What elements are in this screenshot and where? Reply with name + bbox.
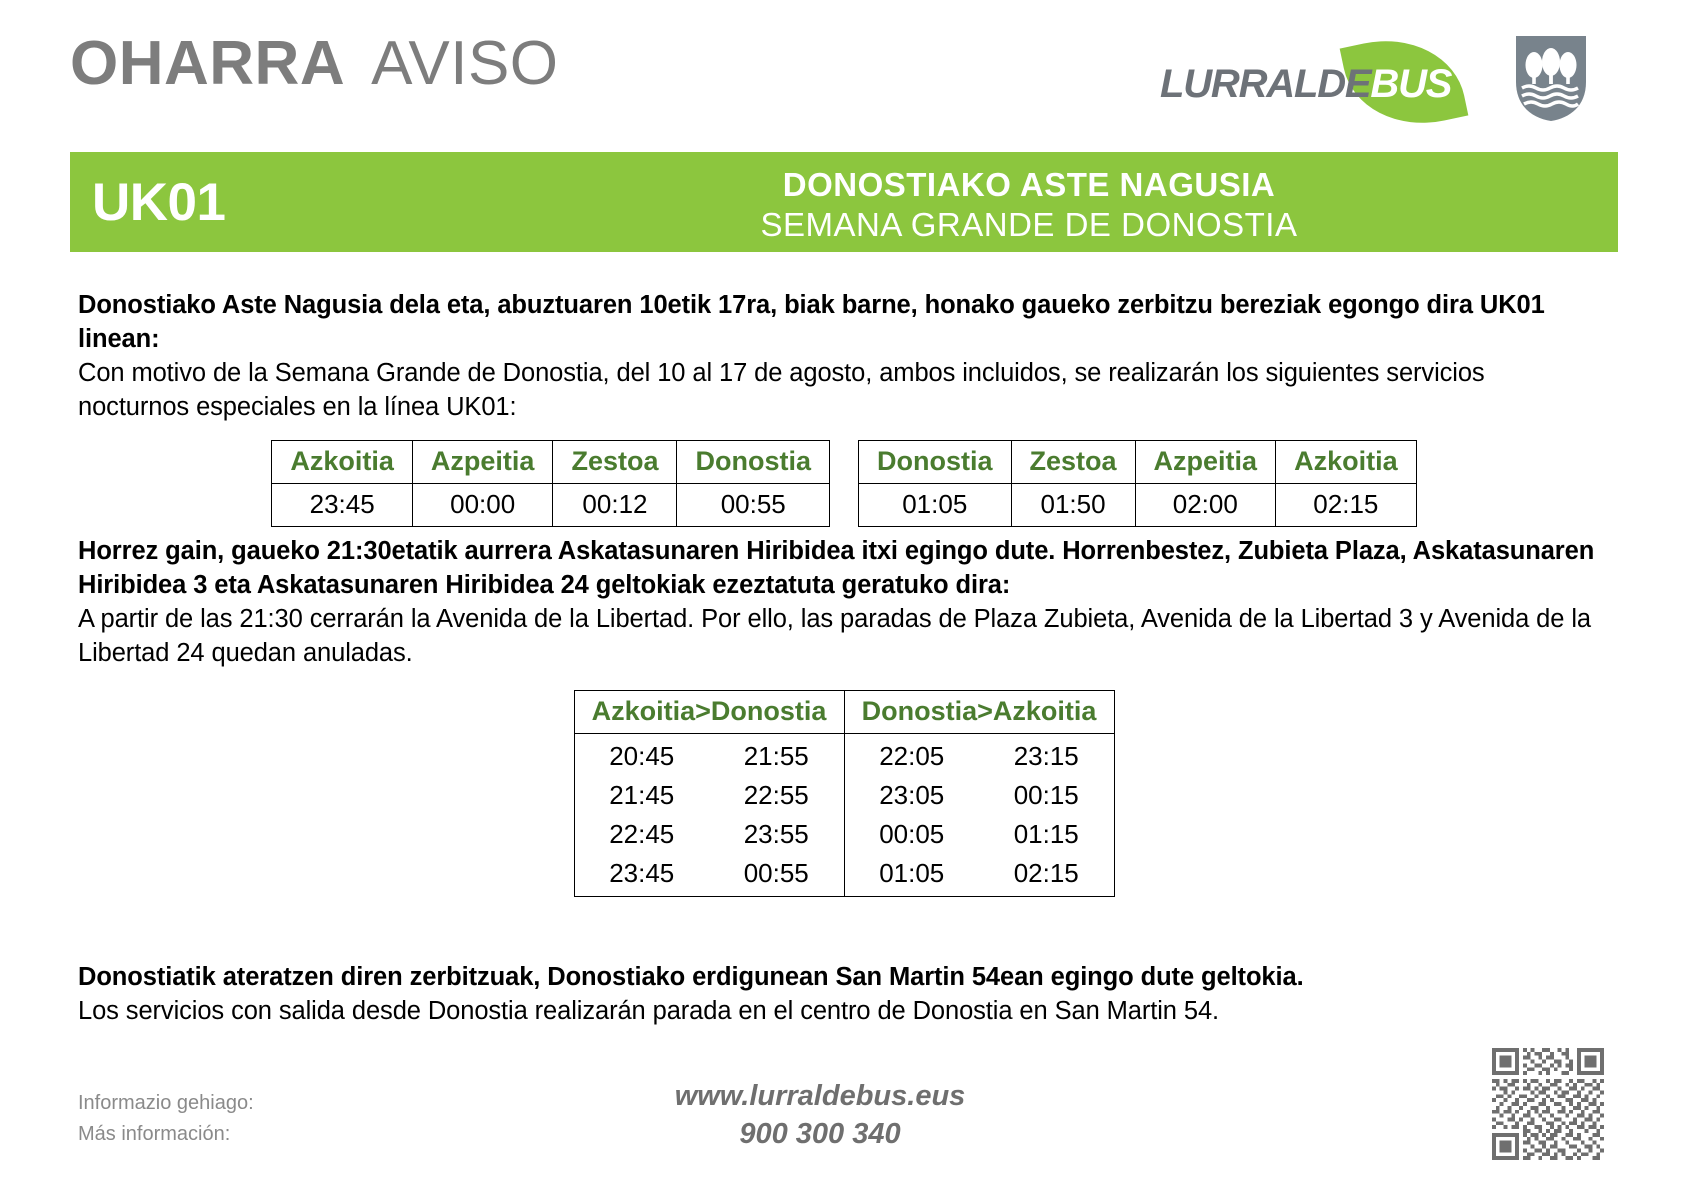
line-code-badge: UK01: [92, 173, 226, 232]
timetable-inbound: [858, 440, 1417, 527]
col-header-donostia-azkoitia: Donostia>Azkoitia: [844, 691, 1114, 734]
table-header-row: [574, 691, 1114, 734]
timetable-outbound: [271, 440, 830, 527]
lurraldebus-logo: [1160, 36, 1460, 128]
page-title: [70, 29, 559, 98]
website-link[interactable]: www.lurraldebus.eus: [674, 1080, 966, 1112]
gipuzkoa-shield-icon: [1512, 32, 1590, 124]
cell-time: 22:45: [609, 819, 675, 849]
logo-wordmark: [1160, 62, 1451, 107]
paragraph1-basque: Donostiako Aste Nagusia dela eta, abuztuaren 10etik 17ra, biak barne, honako gaueko zerbitzu bereziak egongo dira UK01 linean:: [78, 291, 1545, 354]
cell-time: 23:45: [272, 484, 413, 527]
contact-details: [560, 1078, 1080, 1153]
cell-time: 21:45: [609, 780, 675, 810]
cell-time: 02:15: [1013, 858, 1079, 888]
page-title-basque: OHARRA: [70, 29, 346, 98]
cell-time: 00:00: [412, 484, 553, 527]
cell-time: 01:05: [844, 854, 979, 897]
col-header-zestoa: Zestoa: [1011, 441, 1135, 484]
table-row: [574, 734, 1114, 777]
paragraph-stop-location: [78, 960, 1598, 1028]
col-header-azkoitia-donostia: Azkoitia>Donostia: [574, 691, 844, 734]
more-info-basque: Informazio gehiago:: [78, 1092, 254, 1114]
cell-time: 01:05: [859, 484, 1012, 527]
paragraph-services-announcement: [78, 288, 1598, 425]
col-header-azkoitia: Azkoitia: [1276, 441, 1417, 484]
banner-titles: [470, 165, 1588, 246]
paragraph-closure-announcement: [78, 534, 1598, 671]
timetable-directions-wrap: [0, 690, 1688, 897]
page-header: [0, 0, 1688, 140]
paragraph1-spanish: Con motivo de la Semana Grande de Donostia, del 10 al 17 de agosto, ambos incluidos, se realizarán los siguientes servicios nocturnos especiales en la línea UK01:: [78, 359, 1485, 422]
col-header-donostia: Donostia: [677, 441, 830, 484]
table-row: [574, 854, 1114, 897]
cell-time: 23:55: [743, 819, 809, 849]
cell-time: 00:55: [677, 484, 830, 527]
timetables-row: [0, 440, 1688, 527]
qr-code[interactable]: [1492, 1048, 1604, 1160]
cell-time: 22:05: [844, 734, 979, 777]
cell-time: 00:55: [743, 858, 809, 888]
more-information-label: [78, 1088, 254, 1150]
col-header-azpeitia: Azpeitia: [412, 441, 553, 484]
cell-time: 02:00: [1135, 484, 1276, 527]
cell-time: 00:15: [1013, 780, 1079, 810]
col-header-donostia: Donostia: [859, 441, 1012, 484]
table-row: [574, 776, 1114, 815]
paragraph3-basque: Donostiatik ateratzen diren zerbitzuak, Donostiako erdigunean San Martin 54ean egingo dute geltokia.: [78, 963, 1304, 991]
col-header-zestoa: Zestoa: [553, 441, 677, 484]
cell-time: 23:05: [844, 776, 979, 815]
phone-number: 900 300 340: [739, 1117, 901, 1150]
banner-title-basque: DONOSTIAKO ASTE NAGUSIA: [782, 166, 1276, 203]
table-header-row: [859, 441, 1417, 484]
timetable-directions: [574, 690, 1115, 897]
banner-title-spanish: SEMANA GRANDE DE DONOSTIA: [760, 206, 1298, 244]
cell-time: 00:05: [844, 815, 979, 854]
cell-time: 01:50: [1011, 484, 1135, 527]
page-footer: [0, 1060, 1688, 1194]
col-header-azkoitia: Azkoitia: [272, 441, 413, 484]
cell-time: 23:45: [609, 858, 675, 888]
logo-lurralde-text: LURRALDE: [1160, 62, 1371, 106]
cell-time: 00:12: [553, 484, 677, 527]
cell-time: 21:55: [743, 741, 809, 771]
cell-time: 20:45: [609, 741, 675, 771]
table-row: [272, 484, 830, 527]
cell-time: 01:15: [1013, 819, 1079, 849]
logo-bus-text: BUS: [1370, 62, 1452, 106]
paragraph3-spanish: Los servicios con salida desde Donostia realizarán parada en el centro de Donostia en San Martin 54.: [78, 997, 1220, 1026]
cell-time: 22:55: [743, 780, 809, 810]
more-info-spanish: Más información:: [78, 1123, 231, 1145]
col-header-azpeitia: Azpeitia: [1135, 441, 1276, 484]
table-row: [574, 815, 1114, 854]
cell-time: 02:15: [1276, 484, 1417, 527]
table-row: [859, 484, 1417, 527]
table-header-row: [272, 441, 830, 484]
cell-time: 23:15: [1013, 741, 1079, 771]
line-banner: [70, 152, 1618, 252]
paragraph2-basque: Horrez gain, gaueko 21:30etatik aurrera Askatasunaren Hiribidea itxi egingo dute. Horrenbestez, Zubieta Plaza, Askatasunaren Hiribidea 3 eta Askatasunaren Hiribidea 24 geltokiak ezeztatuta geratuko dira:: [78, 537, 1595, 600]
paragraph2-spanish: A partir de las 21:30 cerrarán la Avenida de la Libertad. Por ello, las paradas de Plaza Zubieta, Avenida de la Libertad 3 y Avenida de la Libertad 24 quedan anuladas.: [78, 605, 1591, 668]
page-title-spanish: AVISO: [371, 29, 559, 98]
